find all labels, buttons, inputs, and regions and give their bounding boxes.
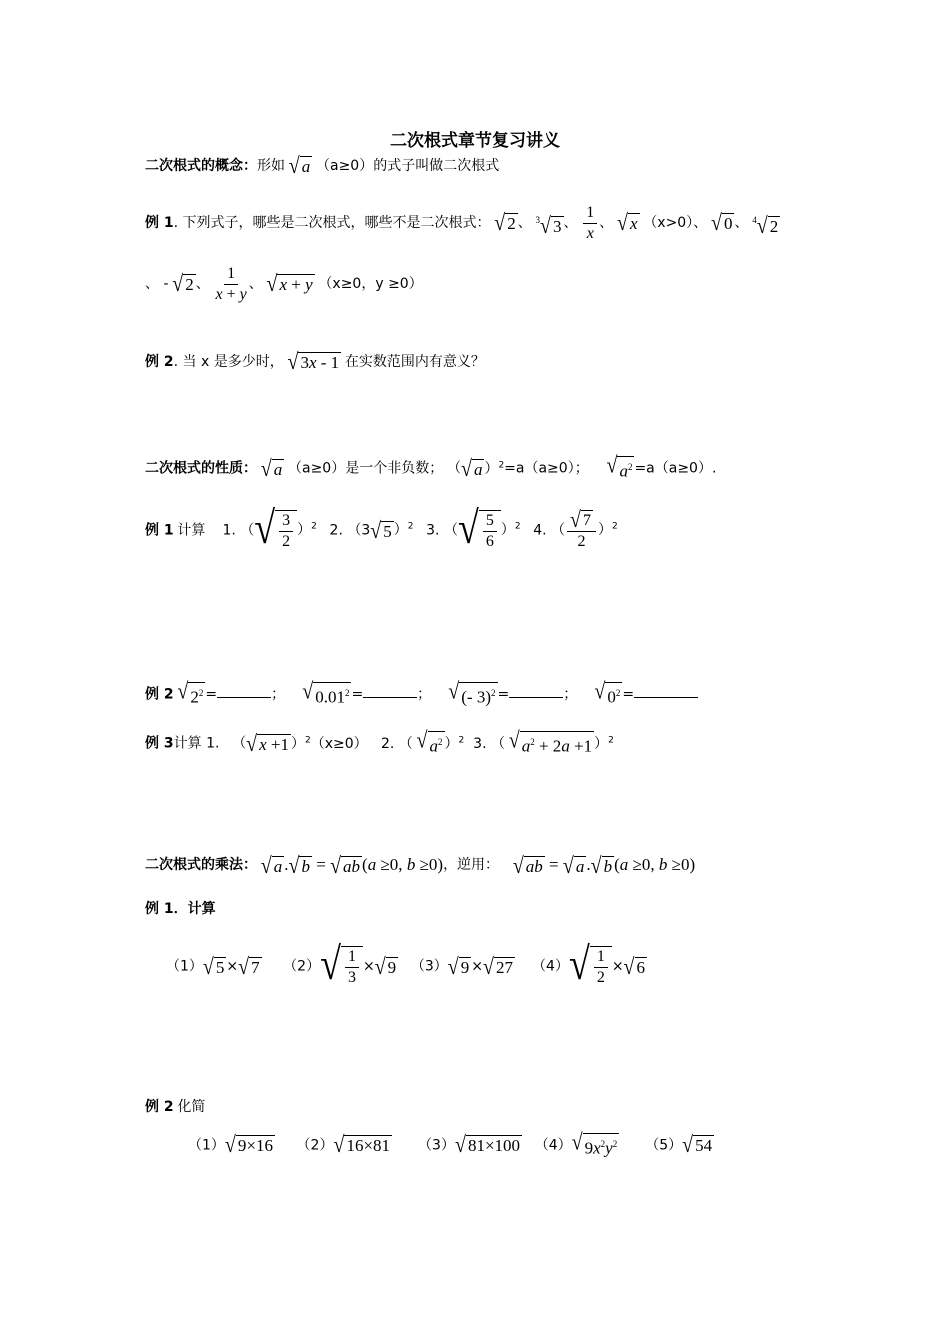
mult-example-2-label: 例 2 化简 [145,1099,206,1115]
calc-example-2: 例 2 √ $2^2$ = ； √ 0.01$^2$ = ； √ (- 3)$^2$ = ； √ $0^2$ = [145,682,698,708]
example-2-line: 例 2. 当 x 是多少时， √ 3x - 1 在实数范围内有意义？ [145,349,485,375]
concept-label: 二次根式的概念： [145,158,257,174]
mult-example-1-label: 例 1．计算 [145,901,216,917]
calc-example-1: 例 1 计算 1. （ √ $\frac{3}{2}$ ）$^2$ 2. （3 √ 5 ）$^2$ 3. （ √ $\frac{5}{6}$ ）$^2$ 4. （ √ 7 2 ）$^2$ [145,503,618,554]
mult-example-2-items: （1） √ 9×16 （2） √ 16×81 （3） √ 81×100 （4） √ $9x^2y^2$ （5） √ 54 [188,1129,713,1158]
concept-line: 二次根式的概念：形如 √ a （a≥0）的式子叫做二次根式 [145,153,500,179]
sqrt-a: √ a [288,153,311,179]
page-title: 二次根式章节复习讲义 [390,131,560,151]
example-1-line-2: 、 - √ 2 、 $\frac{1}{x + y}$ 、 √ x + y （x≥0，y ≥0） [145,265,423,303]
multiplication-line: 二次根式的乘法： √ a . √ b = √ ab (a ≥0, b ≥0)，逆用： √ ab = √ a . √ b (a ≥0, b ≥0) [145,852,696,879]
mult-example-1-items: （1） √ 5 × √ 7 （2） √ $\frac{1}{3}$ × √ 9 （3） √ 9 × √ 27 （4） √ $\frac{1}{2}$ × √ 6 [166,939,646,990]
example-1-line-1: 例 1. 下列式子，哪些是二次根式，哪些不是二次根式： √ 2 、 $^3$ √ 3 、 $\frac{1}{x}$ 、 √ x （x>0）、 √ 0 、 $^4$ √ 2 [145,204,779,242]
properties-line: 二次根式的性质： √ a （a≥0）是一个非负数； （ √ a ）$^2$=a（a≥0）； √ $a^2$ =a（a≥0）. [145,453,717,482]
calc-example-3: 例 3计算 1. （ √ x +1 ）$^2$（x≥0） 2. （ √ $a^2$ ）$^2$ 3. （ √ $a^2 + 2a +1$ ）$^2$ [145,728,614,757]
